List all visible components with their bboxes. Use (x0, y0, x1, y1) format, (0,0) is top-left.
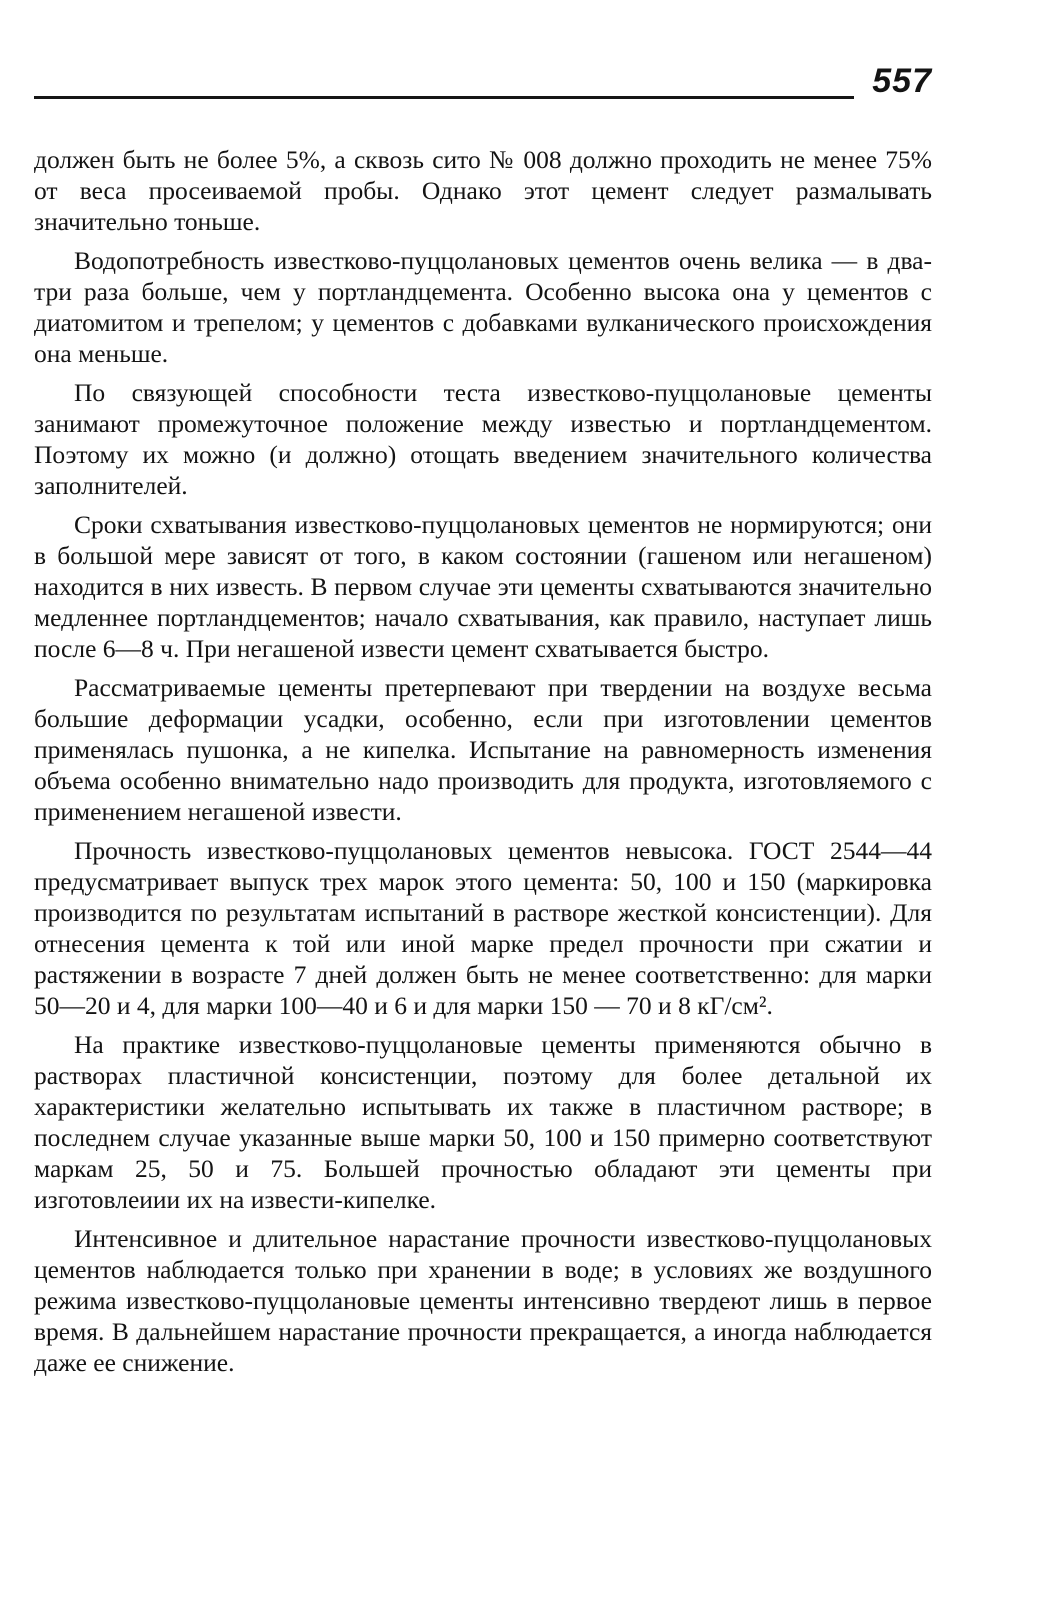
paragraph: Прочность известково-пуццолановых цементов невысока. ГОСТ 2544—44 предусматривает выпуск трех марок этого цемента: 50, 100 и 150 (маркировка производится по результатам испытаний в растворе жесткой консистенции). Для отнесения цемента к той или иной марке предел прочности при сжатии и растяжении в возрасте 7 дней должен быть не менее соответственно: для марки 50—20 и 4, для марки 100—40 и 6 и для марки 150 — 70 и 8 кГ/см². (34, 836, 932, 1020)
paragraph: Рассматриваемые цементы претерпевают при твердении на воздухе весьма большие деформации усадки, особенно, если при изготовлении цементов применялась пушонка, а не кипелка. Испытание на равномерность изменения объема особенно внимательно надо производить для продукта, изготовляемого с применением негашеной извести. (34, 673, 932, 826)
page-number: 557 (872, 62, 932, 100)
header-rule (34, 96, 854, 99)
paragraph: должен быть не более 5%, а сквозь сито № 008 должно проходить не менее 75% от веса просеиваемой пробы. Однако этот цемент следует размалывать значительно тоньше. (34, 145, 932, 236)
paragraph: Сроки схватывания известково-пуццолановых цементов не нормируются; они в большой мере зависят от того, в каком состоянии (гашеном или негашеном) находится в них известь. В первом случае эти цементы схватываются значительно медленнее портландцементов; начало схватывания, как правило, наступает лишь после 6—8 ч. При негашеной извести цемент схватывается быстро. (34, 510, 932, 663)
body-text (34, 144, 932, 1378)
paragraph: По связующей способности теста известково-пуццолановые цементы занимают промежуточное положение между известью и портландцементом. Поэтому их можно (и должно) отощать введением значительного количества заполнителей. (34, 378, 932, 500)
paragraph: На практике известково-пуццолановые цементы применяются обычно в растворах пластичной консистенции, поэтому для более детальной их характеристики желательно испытывать их также в пластичном растворе; в последнем случае указанные выше марки 50, 100 и 150 примерно соответствуют маркам 25, 50 и 75. Большей прочностью обладают эти цементы при изготовлеиии их на извести-кипелке. (34, 1030, 932, 1214)
page-header (34, 62, 934, 106)
paragraph: Водопотребность известково-пуццолановых цементов очень велика — в два-три раза больше, чем у портландцемента. Особенно высока она у цементов с диатомитом и трепелом; у цементов с добавками вулканического происхождения она меньше. (34, 246, 932, 368)
paragraph: Интенсивное и длительное нарастание прочности известково-пуццолановых цементов наблюдается только при хранении в воде; в условиях же воздушного режима известково-пуццолановые цементы интенсивно твердеют лишь в первое время. В дальнейшем нарастание прочности прекращается, а иногда наблюдается даже ее снижение. (34, 1224, 932, 1377)
